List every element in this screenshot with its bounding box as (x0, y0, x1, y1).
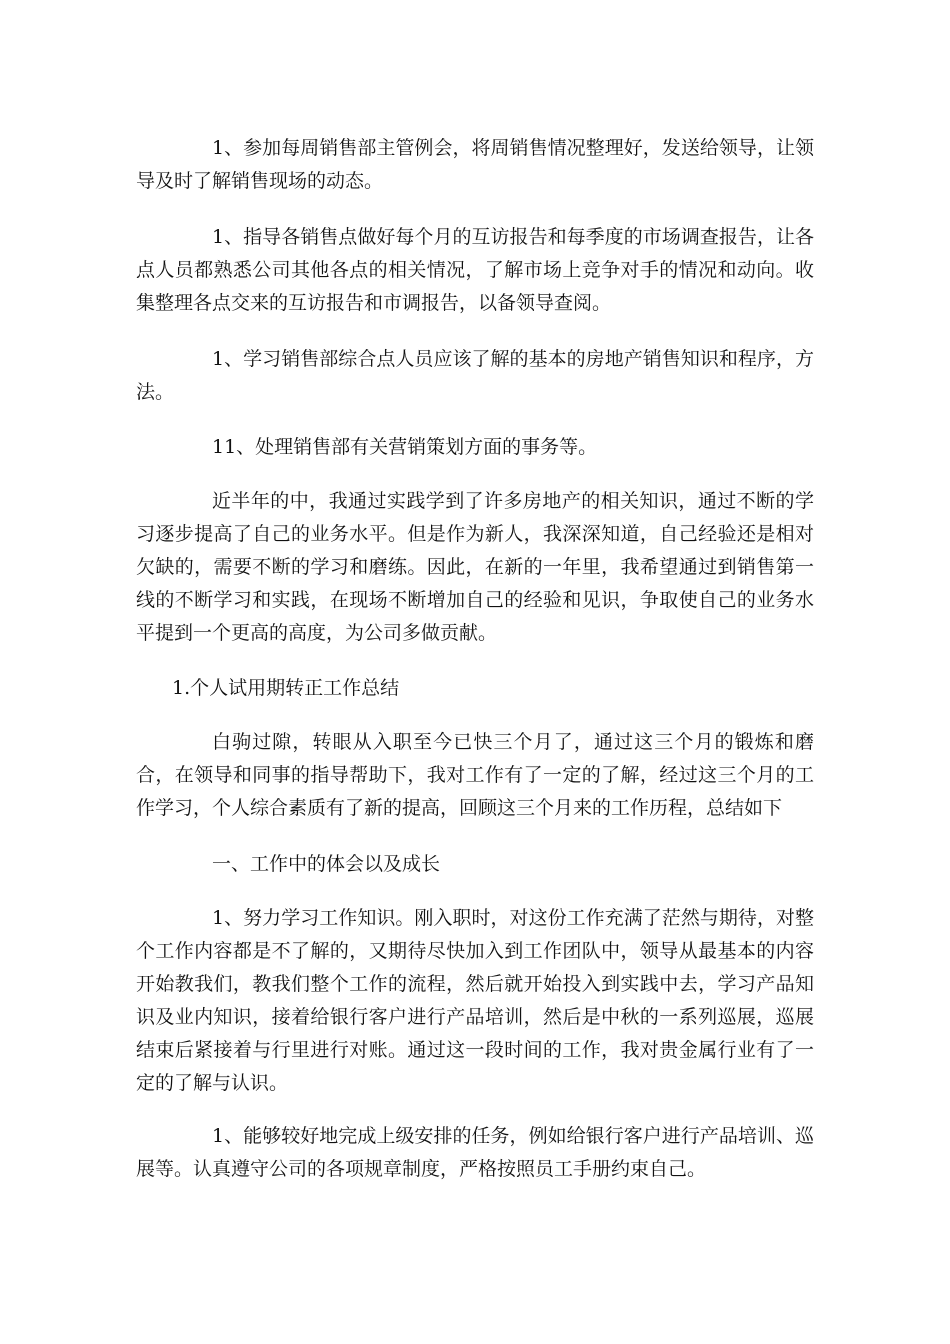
section-heading-probation-summary: 1.个人试用期转正工作总结 (172, 677, 400, 699)
paragraph-real-estate-knowledge: 1、学习销售部综合点人员应该了解的基本的房地产销售知识和程序，方法。 (136, 348, 814, 403)
paragraph-half-year-summary: 近半年的中，我通过实践学到了许多房地产的相关知识，通过不断的学习逐步提高了自己的业务水平。但是作为新人，我深深知道，自己经验还是相对欠缺的，需要不断的学习和磨练。因此，在新的一年里，我希望通过到销售第一线的不断学习和实践，在现场不断增加自己的经验和见识，争取使自己的业务水平提到一个更高的高度，为公司多做贡献。 (136, 490, 814, 644)
section-heading-experience-growth: 一、工作中的体会以及成长 (212, 853, 441, 875)
paragraph-sales-point-reports: 1、指导各销售点做好每个月的互访报告和每季度的市场调查报告，让各点人员都熟悉公司其他各点的相关情况，了解市场上竞争对手的情况和动向。收集整理各点交来的互访报告和市调报告，以备领导查阅。 (136, 226, 814, 314)
paragraph-complete-tasks: 1、能够较好地完成上级安排的任务，例如给银行客户进行产品培训、巡展等。认真遵守公司的各项规章制度，严格按照员工手册约束自己。 (136, 1125, 814, 1180)
paragraph-learning-work-knowledge: 1、努力学习工作知识。刚入职时，对这份工作充满了茫然与期待，对整个工作内容都是不了解的，又期待尽快加入到工作团队中，领导从最基本的内容开始教我们，教我们整个工作的流程，然后就开始投入到实践中去，学习产品知识及业内知识，接着给银行客户进行产品培训，然后是中秋的一系列巡展，巡展结束后紧接着与行里进行对账。通过这一段时间的工作，我对贵金属行业有了一定的了解与认识。 (136, 907, 814, 1094)
paragraph-three-months-intro: 白驹过隙，转眼从入职至今已快三个月了，通过这三个月的锻炼和磨合，在领导和同事的指导帮助下，我对工作有了一定的了解，经过这三个月的工作学习，个人综合素质有了新的提高，回顾这三个月来的工作历程，总结如下 (136, 731, 814, 819)
paragraph-marketing-planning: 11、处理销售部有关营销策划方面的事务等。 (212, 436, 598, 458)
paragraph-weekly-meeting: 1、参加每周销售部主管例会，将周销售情况整理好，发送给领导，让领导及时了解销售现场的动态。 (136, 137, 814, 192)
